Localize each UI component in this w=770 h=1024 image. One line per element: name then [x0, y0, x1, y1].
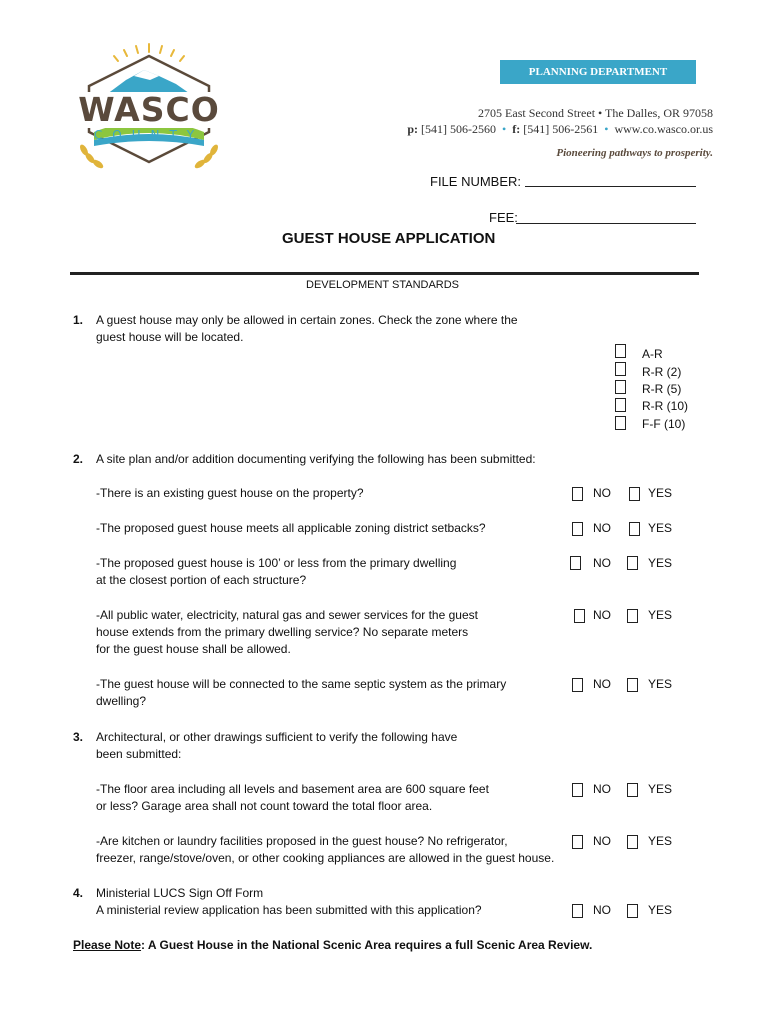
logo-wordmark: WASCO — [78, 90, 220, 129]
separator-dot: • — [601, 122, 612, 136]
no-label: NO — [593, 486, 611, 500]
yes-checkbox[interactable] — [627, 678, 638, 692]
yes-checkbox[interactable] — [627, 609, 638, 623]
tagline: Pioneering pathways to prosperity. — [556, 147, 713, 159]
section-heading: DEVELOPMENT STANDARDS — [306, 279, 460, 291]
q2-item-1-text: -There is an existing guest house on the property? — [96, 486, 364, 500]
phone: [541] 506-2560 — [421, 122, 497, 136]
question-number: 4. — [73, 886, 84, 900]
yes-label: YES — [648, 486, 673, 500]
page-title: GUEST HOUSE APPLICATION — [282, 230, 496, 247]
yes-checkbox[interactable] — [627, 556, 638, 570]
zone-label: R-R (5) — [642, 382, 682, 396]
question-number: 3. — [73, 730, 84, 744]
zone-label: A-R — [642, 347, 663, 361]
note-label: Please Note — [73, 938, 142, 952]
file-number-field[interactable] — [525, 186, 696, 187]
q2-item-2-text: -The proposed guest house meets all applicable zoning district setbacks? — [96, 521, 486, 535]
file-number-label: FILE NUMBER: — [430, 174, 522, 189]
question-4-text: Ministerial LUCS Sign Off Form — [96, 886, 264, 900]
zone-checkbox-rr10[interactable] — [615, 398, 626, 412]
q3-item-1-text: -The floor area including all levels and basement area are 600 square feet — [96, 782, 489, 796]
question-3-text: been submitted: — [96, 747, 182, 761]
planning-department-banner: PLANNING DEPARTMENT — [500, 60, 696, 84]
yes-checkbox[interactable] — [627, 835, 638, 849]
no-label: NO — [593, 782, 611, 796]
no-label: NO — [593, 677, 611, 691]
yes-label: YES — [648, 608, 673, 622]
zone-checkbox-rr2[interactable] — [615, 362, 626, 376]
yes-checkbox[interactable] — [627, 783, 638, 797]
question-3-text: Architectural, or other drawings sufficient to verify the following have — [96, 730, 458, 744]
no-label: NO — [593, 834, 611, 848]
yes-label: YES — [648, 903, 673, 917]
no-checkbox[interactable] — [572, 522, 583, 536]
fee-field[interactable] — [516, 223, 696, 224]
q2-item-4-text: house extends from the primary dwelling service? No separate meters — [96, 625, 469, 639]
q3-item-2-text: -Are kitchen or laundry facilities proposed in the guest house? No refrigerator, — [96, 834, 508, 848]
county-logo — [64, 40, 234, 180]
no-checkbox[interactable] — [570, 556, 581, 570]
yes-label: YES — [648, 521, 673, 535]
separator-dot: • — [499, 122, 510, 136]
no-checkbox[interactable] — [574, 609, 585, 623]
note-text: : A Guest House in the National Scenic Area requires a full Scenic Area Review. — [141, 938, 593, 952]
yes-label: YES — [648, 677, 673, 691]
no-label: NO — [593, 521, 611, 535]
yes-label: YES — [648, 782, 673, 796]
q2-item-4-text: -All public water, electricity, natural gas and sewer services for the guest — [96, 608, 478, 622]
question-number: 2. — [73, 452, 84, 466]
footer-note — [73, 937, 592, 954]
q3-item-1-text: or less? Garage area shall not count toward the total floor area. — [96, 799, 433, 813]
zone-label: F-F (10) — [642, 417, 686, 431]
no-checkbox[interactable] — [572, 835, 583, 849]
yes-checkbox[interactable] — [629, 487, 640, 501]
question-2-text: A site plan and/or addition documenting verifying the following has been submitted: — [96, 452, 536, 466]
zone-checkbox-ar[interactable] — [615, 344, 626, 358]
zone-checkbox-rr5[interactable] — [615, 380, 626, 394]
q3-item-2-text: freezer, range/stove/oven, or other cooking appliances are allowed in the guest house. — [96, 851, 555, 865]
question-number: 1. — [73, 313, 84, 327]
no-label: NO — [593, 556, 611, 570]
address: 2705 East Second Street • The Dalles, OR 97058 — [478, 106, 713, 120]
zone-label: R-R (2) — [642, 365, 682, 379]
q2-item-5-text: dwelling? — [96, 694, 147, 708]
no-label: NO — [593, 608, 611, 622]
fax: [541] 506-2561 — [523, 122, 599, 136]
contact-line — [407, 122, 713, 137]
no-checkbox[interactable] — [572, 487, 583, 501]
title-divider — [70, 272, 699, 275]
logo-county-text: COUNTY — [93, 128, 205, 142]
no-label: NO — [593, 903, 611, 917]
no-checkbox[interactable] — [572, 904, 583, 918]
yes-checkbox[interactable] — [629, 522, 640, 536]
zone-label: R-R (10) — [642, 399, 689, 413]
yes-checkbox[interactable] — [627, 904, 638, 918]
phone-label: p: — [407, 122, 419, 136]
question-1-text: A guest house may only be allowed in certain zones. Check the zone where the — [96, 313, 518, 327]
fax-label: f: — [512, 122, 521, 136]
fee-label: FEE: — [489, 210, 518, 225]
question-4-text: A ministerial review application has been submitted with this application? — [96, 903, 482, 917]
q2-item-3-text: at the closest portion of each structure? — [96, 573, 307, 587]
q2-item-5-text: -The guest house will be connected to the same septic system as the primary — [96, 677, 507, 691]
yes-label: YES — [648, 834, 673, 848]
zone-checkbox-ff10[interactable] — [615, 416, 626, 430]
yes-label: YES — [648, 556, 673, 570]
no-checkbox[interactable] — [572, 678, 583, 692]
no-checkbox[interactable] — [572, 783, 583, 797]
q2-item-4-text: for the guest house shall be allowed. — [96, 642, 291, 656]
website: www.co.wasco.or.us — [614, 122, 713, 136]
q2-item-3-text: -The proposed guest house is 100’ or less from the primary dwelling — [96, 556, 457, 570]
question-1-text: guest house will be located. — [96, 330, 244, 344]
